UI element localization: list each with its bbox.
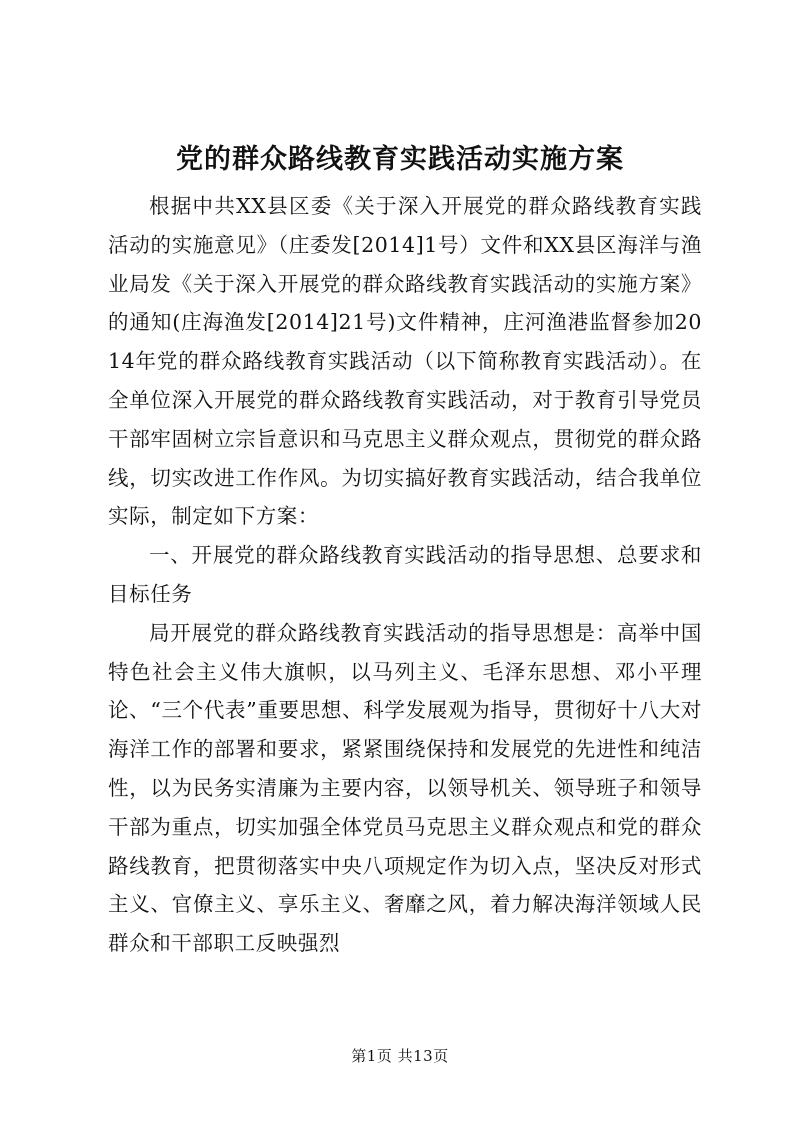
section-heading-1: 一、开展党的群众路线教育实践活动的指导思想、总要求和目标任务 bbox=[108, 543, 702, 606]
page-number-footer: 第1页 共13页 bbox=[351, 1047, 449, 1065]
document-body bbox=[108, 187, 702, 963]
document-title: 党的群众路线教育实践活动实施方案 bbox=[176, 144, 624, 175]
intro-paragraph: 根据中共XX县区委《关于深入开展党的群众路线教育实践活动的实施意见》（庄委发[2014]1号）文件和XX县区海洋与渔业局发《关于深入开展党的群众路线教育实践活动的实施方案》的通知(庄海渔发[2014]21号)文件精神，庄河渔港监督参加2014年党的群众路线教育实践活动（以下简称教育实践活动）。在全单位深入开展党的群众路线教育实践活动，对于教育引导党员干部牢固树立宗旨意识和马克思主义群众观点，贯彻党的群众路线，切实改进工作作风。为切实搞好教育实践活动，结合我单位实际，制定如下方案： bbox=[108, 194, 702, 529]
guiding-thought-paragraph: 局开展党的群众路线教育实践活动的指导思想是：高举中国特色社会主义伟大旗帜，以马列主义、毛泽东思想、邓小平理论、“三个代表”重要思想、科学发展观为指导，贯彻好十八大对海洋工作的部署和要求，紧紧围绕保持和发展党的先进性和纯洁性，以为民务实清廉为主要内容，以领导机关、领导班子和领导干部为重点，切实加强全体党员马克思主义群众观点和党的群众路线教育，把贯彻落实中央八项规定作为切入点，坚决反对形式主义、官僚主义、享乐主义、奢靡之风，着力解决海洋领域人民群众和干部职工反映强烈 bbox=[108, 620, 702, 956]
